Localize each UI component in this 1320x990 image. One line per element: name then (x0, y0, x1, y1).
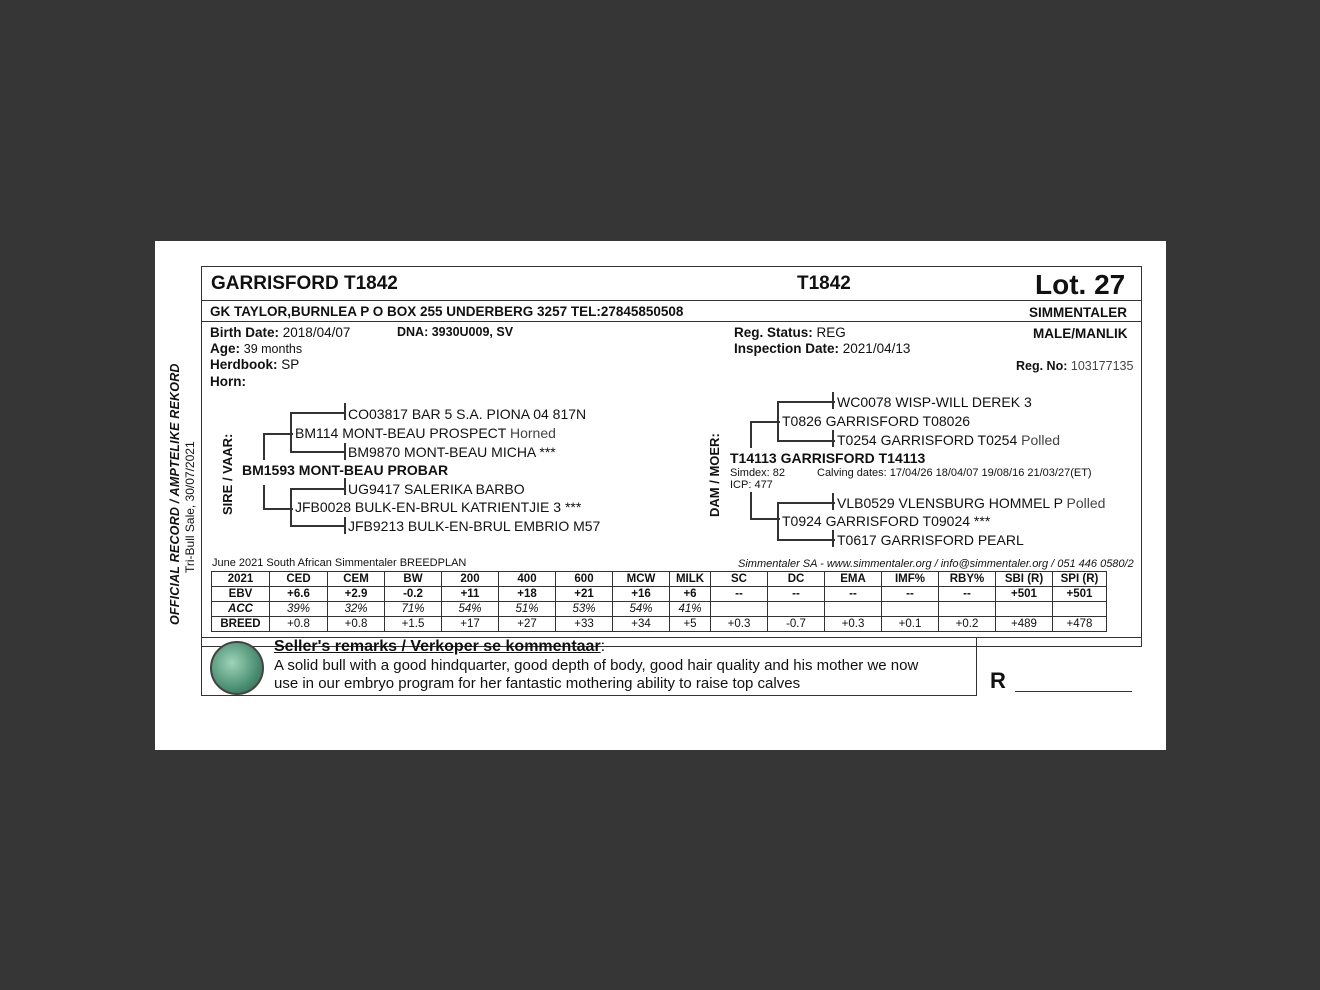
table-header: 200 (442, 572, 499, 587)
table-cell: 41% (670, 602, 711, 617)
table-cell: -- (711, 587, 768, 602)
table-header: CEM (328, 572, 385, 587)
table-cell: +0.1 (882, 617, 939, 632)
table-cell: +5 (670, 617, 711, 632)
table-cell (711, 602, 768, 617)
sire-dam-dam: JFB9213 BULK-EN-BRUL EMBRIO M57 (348, 518, 601, 534)
dam-sire: T0826 GARRISFORD T08026 (782, 413, 971, 429)
table-cell: +1.5 (385, 617, 442, 632)
table-header: SPI (R) (1053, 572, 1107, 587)
table-cell: +0.8 (270, 617, 328, 632)
table-cell: 54% (442, 602, 499, 617)
table-header: 600 (556, 572, 613, 587)
table-cell: -- (882, 587, 939, 602)
sex-label: MALE/MANLIK (1033, 326, 1128, 341)
breedplan-contact: Simmentaler SA - www.simmentaler.org / info@simmentaler.org / 051 446 0580/2 (738, 558, 1134, 570)
table-cell: 54% (613, 602, 670, 617)
table-header: MILK (670, 572, 711, 587)
dam-side-label: DAM / MOER: (707, 433, 722, 517)
table-cell: +6 (670, 587, 711, 602)
breed-label: SIMMENTALER (1029, 305, 1127, 320)
sire-sire-sire: CO03817 BAR 5 S.A. PIONA 04 817N (348, 406, 587, 422)
table-cell (825, 602, 882, 617)
table-cell: 71% (385, 602, 442, 617)
table-cell: +489 (996, 617, 1053, 632)
table-cell (882, 602, 939, 617)
remarks-line-1: A solid bull with a good hindquarter, good depth of body, good hair quality and his mother we now (274, 657, 919, 674)
table-cell (1053, 602, 1107, 617)
table-cell: -0.7 (768, 617, 825, 632)
table-cell: +478 (1053, 617, 1107, 632)
table-cell: 53% (556, 602, 613, 617)
table-header: SC (711, 572, 768, 587)
sire-name: BM1593 MONT-BEAU PROBAR (242, 462, 449, 478)
dam-sire-dam: T0254 GARRISFORD T0254 Polled (837, 432, 1061, 448)
dam-calving-dates: Calving dates: 17/04/26 18/04/07 19/08/16 21/03/27(ET) (817, 467, 1092, 479)
sale-label: Tri-Bull Sale, 30/07/2021 (183, 441, 197, 573)
age: Age: 39 months (210, 341, 303, 356)
table-row (212, 602, 1107, 617)
price-label: R (990, 668, 1006, 693)
table-header: DC (768, 572, 825, 587)
table-cell: +17 (442, 617, 499, 632)
table-cell: +2.9 (328, 587, 385, 602)
table-row (212, 587, 1107, 602)
breedplan-table (211, 571, 1107, 632)
table-cell: +34 (613, 617, 670, 632)
birth-date: Birth Date: 2018/04/07 (210, 325, 351, 340)
table-cell (996, 602, 1053, 617)
table-cell: +6.6 (270, 587, 328, 602)
table-row (212, 617, 1107, 632)
animal-name: GARRISFORD T1842 (211, 273, 398, 294)
official-record-label: OFFICIAL RECORD / AMPTELIKE REKORD (168, 363, 182, 625)
table-cell: +501 (996, 587, 1053, 602)
table-cell: -- (768, 587, 825, 602)
table-cell: -- (825, 587, 882, 602)
table-header: 400 (499, 572, 556, 587)
table-header: MCW (613, 572, 670, 587)
table-header: EMA (825, 572, 882, 587)
table-cell: +18 (499, 587, 556, 602)
table-cell: +0.2 (939, 617, 996, 632)
table-header: BW (385, 572, 442, 587)
dam-sire-sire: WC0078 WISP-WILL DEREK 3 (837, 394, 1032, 410)
dam-dam: T0924 GARRISFORD T09024 *** (782, 513, 991, 529)
animal-id: T1842 (797, 273, 851, 294)
table-header: SBI (R) (996, 572, 1053, 587)
inspection-date: Inspection Date: 2021/04/13 (734, 341, 911, 356)
table-cell: +27 (499, 617, 556, 632)
table-cell: +0.8 (328, 617, 385, 632)
sire-dam: JFB0028 BULK-EN-BRUL KATRIENTJIE 3 *** (295, 499, 582, 515)
owner-address: GK TAYLOR,BURNLEA P O BOX 255 UNDERBERG 3257 TEL:27845850508 (210, 304, 684, 319)
table-cell: +0.3 (711, 617, 768, 632)
table-header-row (212, 572, 1107, 587)
table-cell (768, 602, 825, 617)
table-cell: -0.2 (385, 587, 442, 602)
breedplan-caption: June 2021 South African Simmentaler BREEDPLAN (212, 557, 467, 569)
table-header: 2021 (212, 572, 270, 587)
lot-number: Lot. 27 (1035, 269, 1126, 300)
reg-number: Reg. No: 103177135 (1016, 359, 1134, 373)
table-cell: +21 (556, 587, 613, 602)
reg-status: Reg. Status: REG (734, 325, 846, 340)
remarks-title: Seller's remarks / Verkoper se kommentaar: (274, 638, 606, 655)
dam-dam-dam: T0617 GARRISFORD PEARL (837, 532, 1024, 548)
breed-society-logo (210, 641, 264, 695)
table-header: CED (270, 572, 328, 587)
table-cell (939, 602, 996, 617)
remarks-line-2: use in our embryo program for her fantastic mothering ability to raise top calves (274, 675, 801, 692)
table-cell: +16 (613, 587, 670, 602)
table-header: IMF% (882, 572, 939, 587)
table-cell: +11 (442, 587, 499, 602)
table-cell: EBV (212, 587, 270, 602)
horn-label: Horn: (210, 374, 246, 389)
herdbook: Herdbook: SP (210, 357, 300, 372)
table-cell: +0.3 (825, 617, 882, 632)
table-cell: 32% (328, 602, 385, 617)
dam-name: T14113 GARRISFORD T14113 (730, 450, 926, 466)
sire-sire-dam: BM9870 MONT-BEAU MICHA *** (348, 444, 556, 460)
dam-simdex: Simdex: 82 (730, 467, 786, 479)
table-cell: ACC (212, 602, 270, 617)
table-cell: BREED (212, 617, 270, 632)
table-header: RBY% (939, 572, 996, 587)
dna-info: DNA: 3930U009, SV (397, 325, 514, 339)
table-cell: +33 (556, 617, 613, 632)
table-cell: 51% (499, 602, 556, 617)
table-cell: +501 (1053, 587, 1107, 602)
sire-sire: BM114 MONT-BEAU PROSPECT Horned (295, 425, 556, 441)
sire-dam-sire: UG9417 SALERIKA BARBO (348, 481, 525, 497)
dam-dam-sire: VLB0529 VLENSBURG HOMMEL P Polled (837, 495, 1106, 511)
dam-icp: ICP: 477 (730, 479, 773, 491)
table-cell: 39% (270, 602, 328, 617)
table-cell: -- (939, 587, 996, 602)
price-line[interactable] (1015, 691, 1132, 692)
sire-side-label: SIRE / VAAR: (220, 433, 235, 515)
